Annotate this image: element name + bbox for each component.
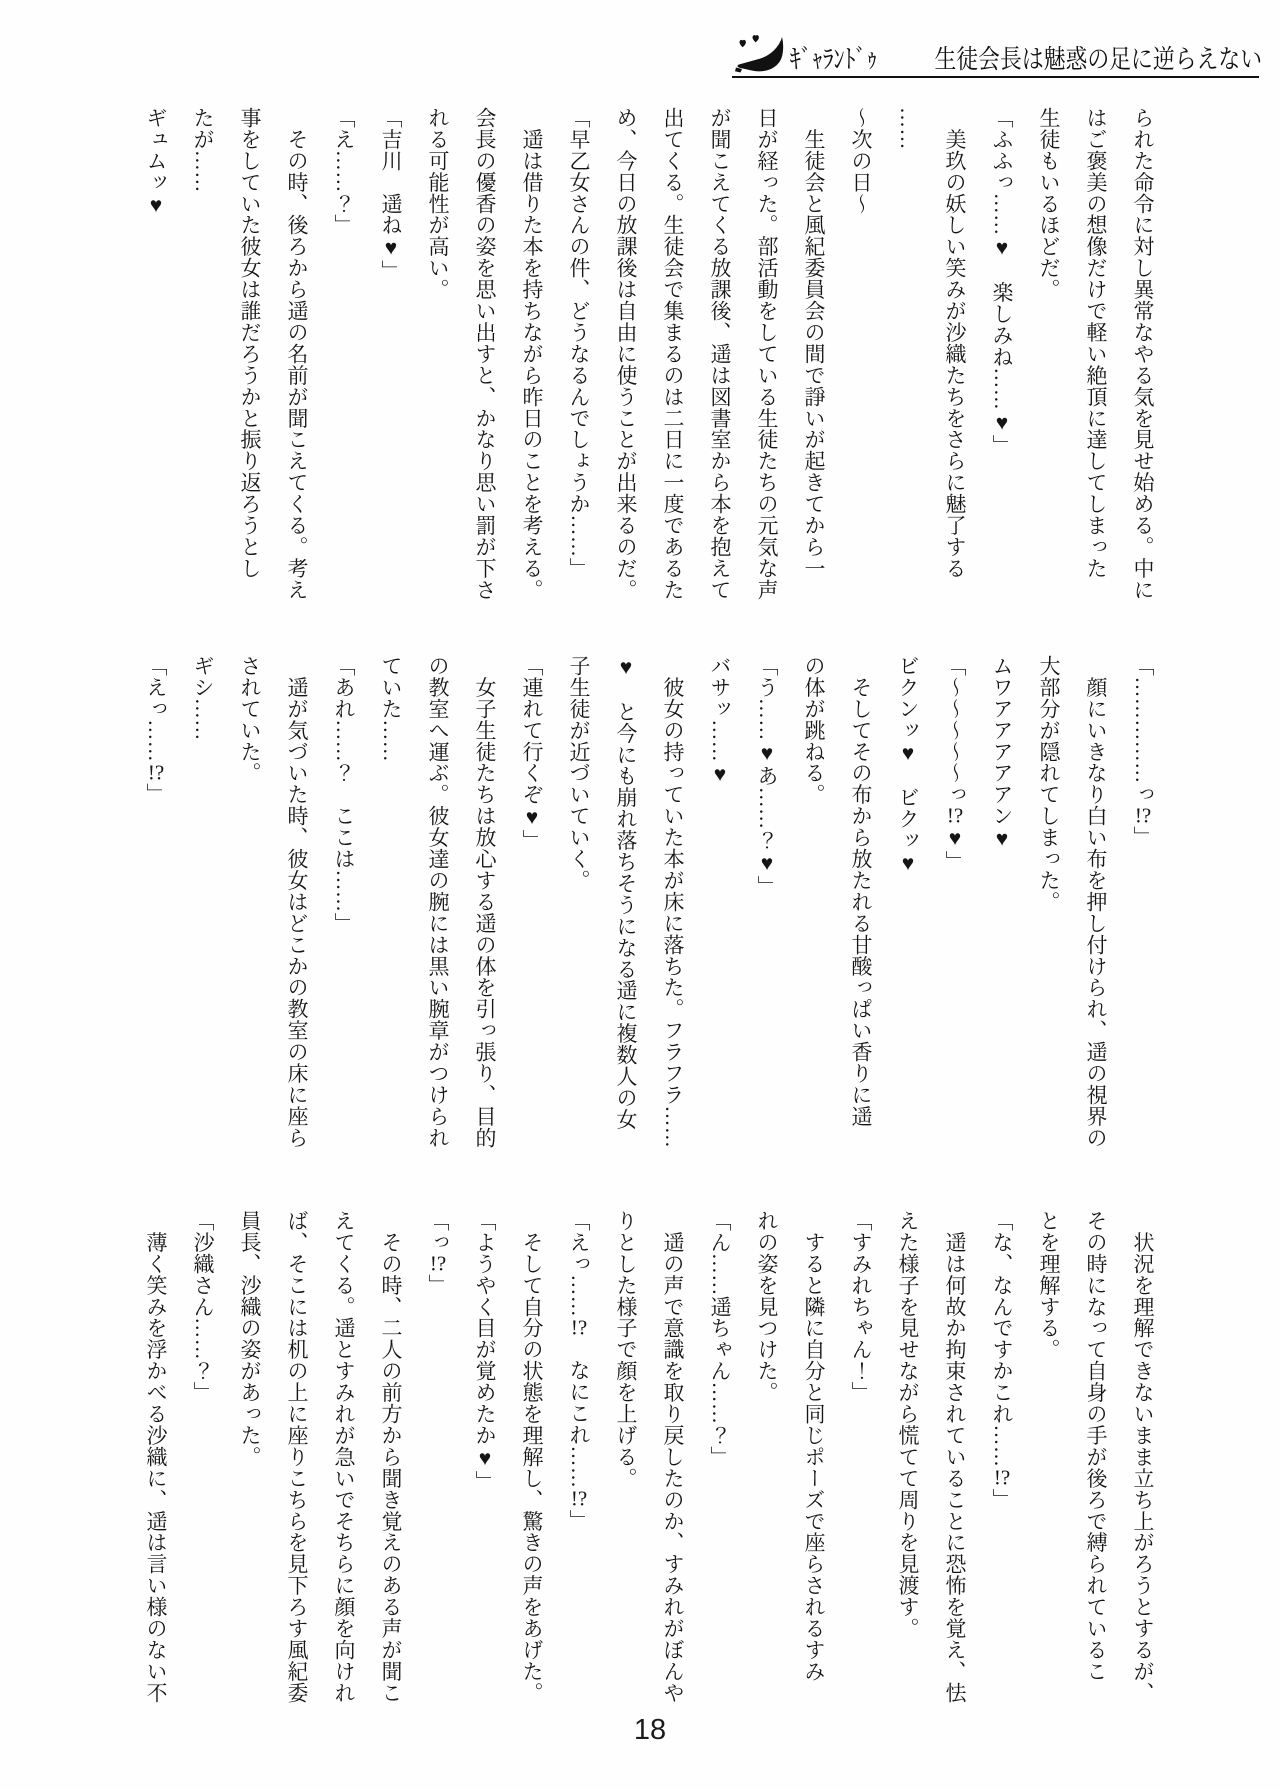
text-column: バサッ……♥	[708, 655, 732, 787]
text-column: たが……	[191, 107, 215, 193]
text-column: ていた……	[379, 655, 403, 763]
text-column: 遥が気づいた時、彼女はどこかの教室の床に座ら	[285, 655, 309, 1149]
text-column: られた命令に対し異常なやる気を見せ始める。中に	[1131, 107, 1155, 601]
text-column: ～次の日～	[849, 107, 873, 215]
text-column: はご褒美の想像だけで軽い絶頂に達してしまった	[1084, 107, 1108, 579]
text-column: れの姿を見つけた。	[755, 1210, 779, 1404]
text-column: 大部分が隠れてしまった。	[1037, 655, 1061, 913]
text-column: 「……………っ!?」	[1131, 655, 1155, 848]
text-column: えた様子を見せながら慌てて周りを見渡す。	[896, 1210, 920, 1639]
text-column: ギュムッ♥	[144, 107, 168, 218]
text-column: 「吉川 遥ね♥」	[379, 107, 403, 282]
text-column: ムワアアアアアン♥	[990, 655, 1014, 852]
text-column: とを理解する。	[1037, 1210, 1061, 1361]
text-column: 「沙織さん……？」	[191, 1210, 215, 1404]
text-band-2	[126, 655, 1166, 1155]
text-column: 遥は何故か拘束されていることに恐怖を覚え、怯	[943, 1210, 967, 1704]
text-column: 生徒会と風紀委員会の間で諍いが起きてから一	[802, 107, 826, 579]
text-column: その時になって自身の手が後ろで縛られているこ	[1084, 1210, 1108, 1682]
text-column: 子生徒が近づいていく。	[567, 655, 591, 891]
text-column: 遥の声で意識を取り戻したのか、すみれがぼんや	[661, 1210, 685, 1704]
text-column: 「ん……遥ちゃん……？」	[708, 1210, 732, 1468]
text-column: 彼女の持っていた本が床に落ちた。フラフラ……	[661, 655, 685, 1149]
text-column: 状況を理解できないまま立ち上がろうとするが、	[1131, 1210, 1155, 1704]
text-column: 日が経った。部活動をしている生徒たちの元気な声	[755, 107, 779, 601]
text-column: が聞こえてくる放課後、遥は図書室から本を抱えて	[708, 107, 732, 601]
text-column: そして自分の状態を理解し、驚きの声をあげた。	[520, 1210, 544, 1704]
text-column: すると隣に自分と同じポーズで座らされるすみ	[802, 1210, 826, 1682]
text-column: の体が跳ねる。	[802, 655, 826, 806]
text-column: されていた。	[238, 655, 262, 784]
text-column: りとした様子で顔を上げる。	[614, 1210, 638, 1489]
text-column: 「な、なんですかこれ……!?」	[990, 1210, 1014, 1510]
text-column: 出てくる。生徒会で集まるのは二日に一度であるた	[661, 107, 685, 601]
text-column: その時、後ろから遥の名前が聞こえてくる。考え	[285, 107, 309, 601]
text-column: ビクンッ♥ ビクッ♥	[896, 655, 920, 876]
episode-title: 生徒会長は魅惑の足に逆らえない	[934, 44, 1263, 74]
header-title	[790, 46, 1262, 72]
text-column: 生徒もいるほどだ。	[1037, 107, 1061, 301]
text-column: 「あれ……？ ここは……」	[332, 655, 356, 934]
text-column: 「う……♥あ……？♥」	[755, 655, 779, 897]
text-column: 「早乙女さんの件、どうなるんでしょうか……」	[567, 107, 591, 579]
text-column: 員長、沙織の姿があった。	[238, 1210, 262, 1468]
text-column: そしてその布から放たれる甘酸っぱい香りに遥	[849, 655, 873, 1127]
text-column: 「っ!?」	[426, 1210, 450, 1296]
text-column: 「連れて行くぞ♥」	[520, 655, 544, 852]
text-column: その時、二人の前方から聞き覚えのある声が聞こ	[379, 1210, 403, 1704]
text-column: 「～～～～～っ!?♥」	[943, 655, 967, 873]
text-column: 「ふふっ……♥ 楽しみね……♥」	[990, 107, 1014, 457]
text-column: め、今日の放課後は自由に使うことが出来るのだ。	[614, 107, 638, 601]
text-column: の教室へ運ぶ。彼女達の腕には黒い腕章がつけられ	[426, 655, 450, 1149]
text-column: 「えっ……!? なにこれ……!?」	[567, 1210, 591, 1531]
text-column: 「すみれちゃん！」	[849, 1210, 873, 1404]
text-column: 会長の優香の姿を思い出すと、かなり思い罰が下さ	[473, 107, 497, 601]
text-column: ♥ と今にも崩れ落ちそうになる遥に複数人の女	[614, 655, 638, 1130]
text-column: 美玖の妖しい笑みが沙織たちをさらに魅了する	[943, 107, 967, 579]
text-column: ギシ……	[191, 655, 215, 741]
series-title: ｷﾞｬﾗﾝﾄﾞｩ	[790, 44, 878, 74]
text-column: ば、そこには机の上に座りこちらを見下ろす風紀委	[285, 1210, 309, 1704]
page-header	[732, 30, 1263, 78]
text-column: 薄く笑みを浮かべる沙織に、遥は言い様のない不	[144, 1210, 168, 1704]
text-column: 女子生徒たちは放心する遥の体を引っ張り、目的	[473, 655, 497, 1149]
text-band-3	[126, 1210, 1166, 1710]
text-column: えてくる。遥とすみれが急いでそちらに顔を向けれ	[332, 1210, 356, 1704]
text-band-1	[126, 107, 1166, 607]
text-column: ……	[896, 107, 920, 150]
page-number: 18	[633, 1714, 667, 1746]
text-column: 「えっ……!?」	[144, 655, 168, 805]
text-column: 遥は借りた本を持ちながら昨日のことを考える。	[520, 107, 544, 601]
text-column: れる可能性が高い。	[426, 107, 450, 301]
foot-with-hearts-icon	[732, 34, 786, 74]
text-column: 顔にいきなり白い布を押し付けられ、遥の視界の	[1084, 655, 1108, 1149]
text-column: 事をしていた彼女は誰だろうかと振り返ろうとし	[238, 107, 262, 579]
text-column: 「ようやく目が覚めたか♥」	[473, 1210, 497, 1492]
text-column: 「え……？」	[332, 107, 356, 236]
